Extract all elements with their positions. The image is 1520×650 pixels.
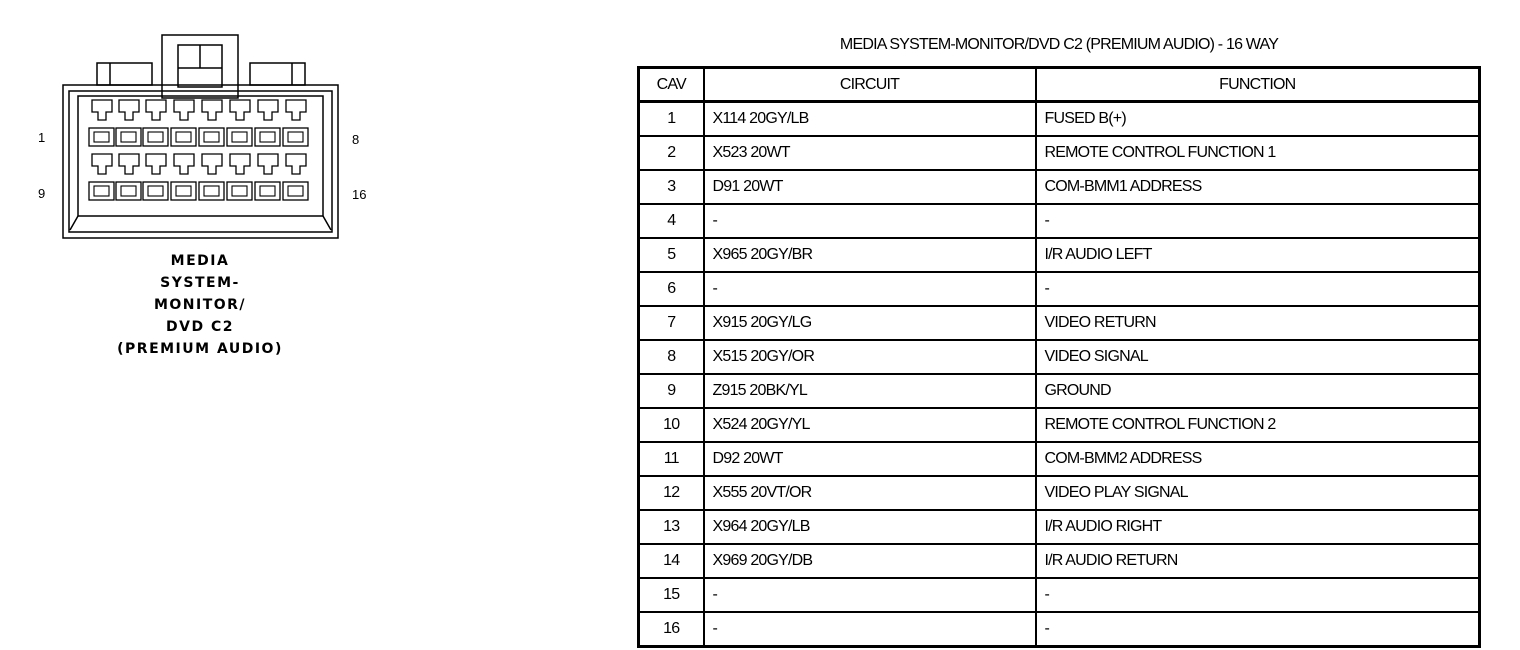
pin-cavity-7 bbox=[255, 128, 280, 146]
cell-cav: 10 bbox=[639, 408, 704, 442]
pin-cavity-10 bbox=[116, 182, 141, 200]
table-row bbox=[639, 442, 1480, 476]
cell-circuit: X523 20WT bbox=[704, 136, 1036, 170]
pin-label-9: 9 bbox=[38, 186, 46, 201]
caption-line: DVD C2 bbox=[166, 319, 234, 335]
caption-line: MONITOR/ bbox=[153, 297, 247, 313]
cell-function: I/R AUDIO LEFT bbox=[1036, 238, 1480, 272]
pin-cavity-3 bbox=[143, 128, 168, 146]
cell-cav: 11 bbox=[639, 442, 704, 476]
cell-function: COM-BMM2 ADDRESS bbox=[1036, 442, 1480, 476]
connector-body bbox=[63, 85, 338, 238]
pin-terminal-16 bbox=[286, 154, 306, 174]
table-row bbox=[639, 408, 1480, 442]
table-row bbox=[639, 272, 1480, 306]
cell-function: GROUND bbox=[1036, 374, 1480, 408]
cell-circuit: Z915 20BK/YL bbox=[704, 374, 1036, 408]
pin-label-8: 8 bbox=[352, 132, 360, 147]
cell-function: REMOTE CONTROL FUNCTION 1 bbox=[1036, 136, 1480, 170]
table-row bbox=[639, 510, 1480, 544]
cell-circuit: - bbox=[704, 612, 1036, 647]
table-row bbox=[639, 238, 1480, 272]
cell-function: - bbox=[1036, 578, 1480, 612]
caption-line: (PREMIUM AUDIO) bbox=[117, 341, 283, 357]
table-row bbox=[639, 340, 1480, 374]
caption-line: SYSTEM- bbox=[160, 275, 240, 291]
cell-circuit: - bbox=[704, 204, 1036, 238]
cell-cav: 4 bbox=[639, 204, 704, 238]
table-row bbox=[639, 102, 1480, 137]
cell-function: - bbox=[1036, 612, 1480, 647]
header-cav: CAV bbox=[639, 68, 704, 102]
cell-function: - bbox=[1036, 204, 1480, 238]
pin-cavity-9 bbox=[89, 182, 114, 200]
pin-cavity-inner-6 bbox=[232, 132, 247, 142]
pin-cavity-12 bbox=[171, 182, 196, 200]
pin-cavity-5 bbox=[199, 128, 224, 146]
pin-cavity-4 bbox=[171, 128, 196, 146]
cell-cav: 15 bbox=[639, 578, 704, 612]
cell-cav: 12 bbox=[639, 476, 704, 510]
pin-cavity-inner-7 bbox=[260, 132, 275, 142]
pin-terminal-12 bbox=[174, 154, 194, 174]
table-title: MEDIA SYSTEM-MONITOR/DVD C2 (PREMIUM AUDIO) - 16 WAY bbox=[839, 36, 1279, 53]
pin-terminal-15 bbox=[258, 154, 278, 174]
pin-terminal-7 bbox=[258, 100, 278, 120]
cell-cav: 16 bbox=[639, 612, 704, 647]
caption-line: MEDIA bbox=[170, 253, 230, 269]
pin-cavity-inner-15 bbox=[260, 186, 275, 196]
pin-cavity-inner-8 bbox=[288, 132, 303, 142]
pin-terminal-5 bbox=[202, 100, 222, 120]
cell-circuit: X964 20GY/LB bbox=[704, 510, 1036, 544]
cell-function: COM-BMM1 ADDRESS bbox=[1036, 170, 1480, 204]
cell-cav: 3 bbox=[639, 170, 704, 204]
cell-circuit: D92 20WT bbox=[704, 442, 1036, 476]
pin-cavity-inner-12 bbox=[176, 186, 191, 196]
cell-cav: 5 bbox=[639, 238, 704, 272]
pin-terminal-1 bbox=[92, 100, 112, 120]
pin-cavity-inner-2 bbox=[121, 132, 136, 142]
pin-cavity-inner-5 bbox=[204, 132, 219, 142]
table-row bbox=[639, 170, 1480, 204]
table-row bbox=[639, 544, 1480, 578]
table-row bbox=[639, 136, 1480, 170]
pin-cavity-inner-13 bbox=[204, 186, 219, 196]
cell-cav: 2 bbox=[639, 136, 704, 170]
cell-function: FUSED B(+) bbox=[1036, 102, 1480, 137]
pin-cavity-inner-9 bbox=[94, 186, 109, 196]
table-row bbox=[639, 204, 1480, 238]
table-row bbox=[639, 306, 1480, 340]
cell-circuit: X515 20GY/OR bbox=[704, 340, 1036, 374]
pin-label-1: 1 bbox=[38, 130, 46, 145]
pin-cavity-16 bbox=[283, 182, 308, 200]
pin-cavity-inner-1 bbox=[94, 132, 109, 142]
cell-circuit: X555 20VT/OR bbox=[704, 476, 1036, 510]
cell-circuit: - bbox=[704, 272, 1036, 306]
pin-cavity-1 bbox=[89, 128, 114, 146]
pin-terminal-9 bbox=[92, 154, 112, 174]
pin-cavity-inner-16 bbox=[288, 186, 303, 196]
connector-caption bbox=[100, 250, 300, 360]
pin-terminal-4 bbox=[174, 100, 194, 120]
pinout-table bbox=[637, 66, 1481, 648]
cell-cav: 9 bbox=[639, 374, 704, 408]
cell-cav: 14 bbox=[639, 544, 704, 578]
header-function: FUNCTION bbox=[1036, 68, 1480, 102]
pin-label-16: 16 bbox=[352, 187, 367, 202]
table-row bbox=[639, 476, 1480, 510]
pin-cavity-inner-3 bbox=[148, 132, 163, 142]
header-circuit: CIRCUIT bbox=[704, 68, 1036, 102]
cell-circuit: X114 20GY/LB bbox=[704, 102, 1036, 137]
pin-terminal-2 bbox=[119, 100, 139, 120]
pin-terminal-8 bbox=[286, 100, 306, 120]
pin-cavity-15 bbox=[255, 182, 280, 200]
cell-circuit: X915 20GY/LG bbox=[704, 306, 1036, 340]
cell-function: I/R AUDIO RIGHT bbox=[1036, 510, 1480, 544]
cell-function: - bbox=[1036, 272, 1480, 306]
cell-function: VIDEO SIGNAL bbox=[1036, 340, 1480, 374]
pin-cavity-6 bbox=[227, 128, 252, 146]
connector-left-ear bbox=[97, 63, 152, 85]
cell-function: REMOTE CONTROL FUNCTION 2 bbox=[1036, 408, 1480, 442]
cell-cav: 6 bbox=[639, 272, 704, 306]
cell-circuit: X969 20GY/DB bbox=[704, 544, 1036, 578]
pin-cavity-11 bbox=[143, 182, 168, 200]
pin-terminal-13 bbox=[202, 154, 222, 174]
pin-cavity-inner-10 bbox=[121, 186, 136, 196]
cell-circuit: X524 20GY/YL bbox=[704, 408, 1036, 442]
pin-terminal-6 bbox=[230, 100, 250, 120]
cell-function: VIDEO PLAY SIGNAL bbox=[1036, 476, 1480, 510]
cell-circuit: D91 20WT bbox=[704, 170, 1036, 204]
table-row bbox=[639, 612, 1480, 647]
table-row bbox=[639, 578, 1480, 612]
connector-right-ear bbox=[250, 63, 305, 85]
pin-cavity-inner-4 bbox=[176, 132, 191, 142]
cell-cav: 1 bbox=[639, 102, 704, 137]
cell-cav: 7 bbox=[639, 306, 704, 340]
cell-cav: 8 bbox=[639, 340, 704, 374]
pin-cavity-8 bbox=[283, 128, 308, 146]
pin-terminal-14 bbox=[230, 154, 250, 174]
cell-cav: 13 bbox=[639, 510, 704, 544]
pin-terminal-11 bbox=[146, 154, 166, 174]
pin-cavity-2 bbox=[116, 128, 141, 146]
pin-terminal-3 bbox=[146, 100, 166, 120]
pin-cavity-inner-14 bbox=[232, 186, 247, 196]
pin-cavity-14 bbox=[227, 182, 252, 200]
pin-cavity-inner-11 bbox=[148, 186, 163, 196]
cell-circuit: X965 20GY/BR bbox=[704, 238, 1036, 272]
cell-function: VIDEO RETURN bbox=[1036, 306, 1480, 340]
cell-function: I/R AUDIO RETURN bbox=[1036, 544, 1480, 578]
pin-cavities bbox=[89, 100, 308, 200]
cell-circuit: - bbox=[704, 578, 1036, 612]
table-row bbox=[639, 374, 1480, 408]
pin-cavity-13 bbox=[199, 182, 224, 200]
table-header-row bbox=[639, 68, 1480, 102]
pin-terminal-10 bbox=[119, 154, 139, 174]
